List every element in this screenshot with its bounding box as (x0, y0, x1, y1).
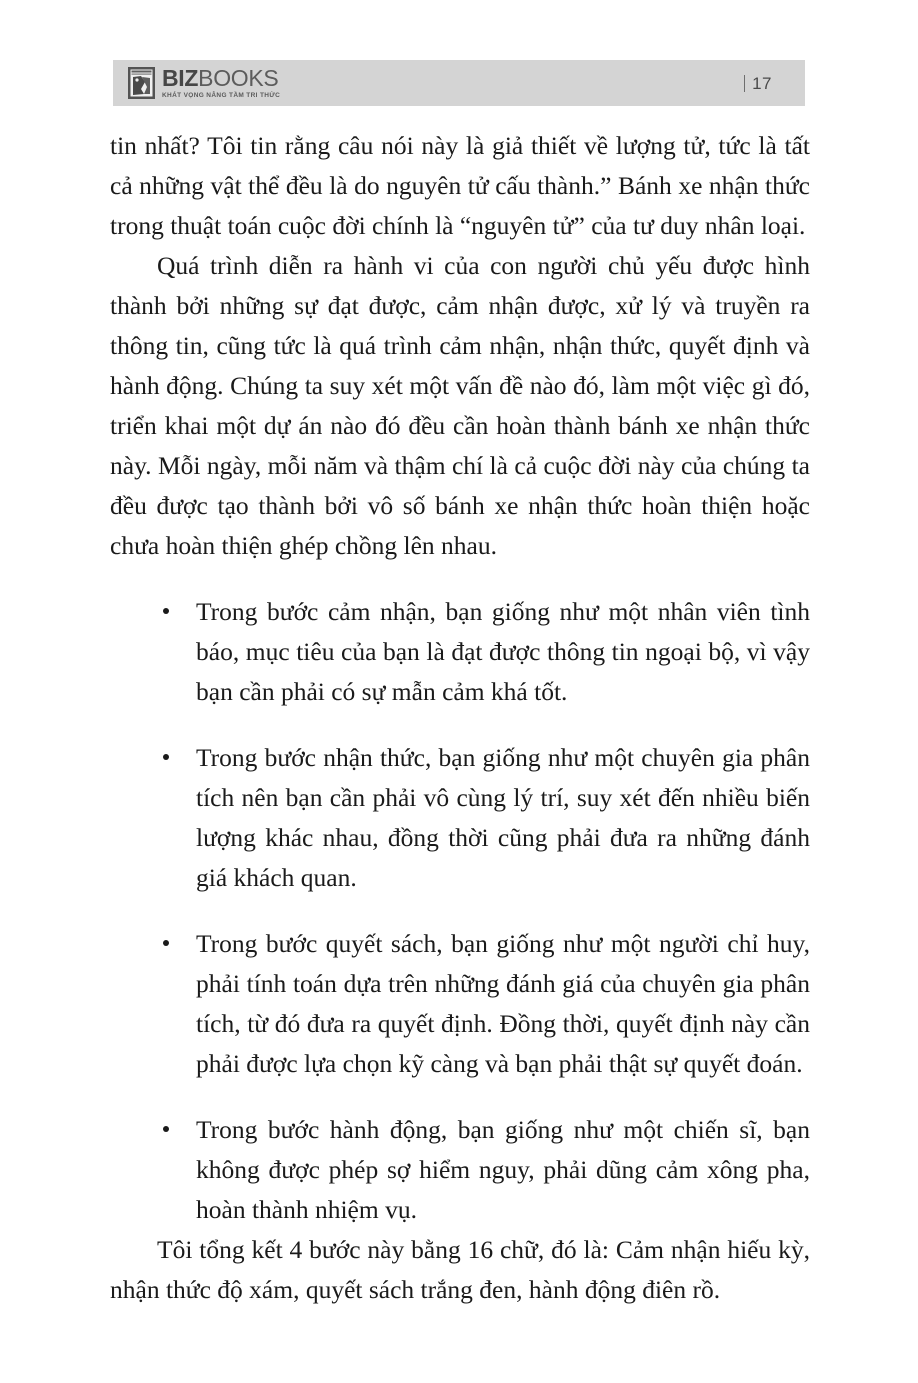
page-header-band (113, 60, 805, 106)
paragraph-1: tin nhất? Tôi tin rằng câu nói này là giả thiết về lượng tử, tức là tất cả những vật thể đều là do nguyên tử cấu thành.” Bánh xe nhận thức trong thuật toán cuộc đời chính là “nguyên tử” của tư duy nhân loại. (110, 131, 810, 240)
brand-word-books: BOOKS (198, 64, 279, 91)
page-content (110, 126, 810, 1310)
page-number-value: 17 (752, 74, 772, 93)
list-item (110, 1110, 810, 1230)
list-item (110, 592, 810, 712)
book-logo-icon (128, 67, 155, 99)
brand-tagline: KHÁT VỌNG NÂNG TẦM TRI THỨC (162, 91, 281, 99)
closing-paragraph: Tôi tổng kết 4 bước này bằng 16 chữ, đó là: Cảm nhận hiếu kỳ, nhận thức độ xám, quyết sách trắng đen, hành động điên rồ. (110, 1235, 810, 1304)
brand-word-biz: BIZ (162, 64, 199, 91)
list-item-text: Trong bước cảm nhận, bạn giống như một nhân viên tình báo, mục tiêu của bạn là đạt được thông tin ngoại bộ, vì vậy bạn cần phải có sự mẫn cảm khá tốt. (196, 597, 810, 706)
list-item-text: Trong bước hành động, bạn giống như một chiến sĩ, bạn không được phép sợ hiểm nguy, phải dũng cảm xông pha, hoàn thành nhiệm vụ. (196, 1115, 810, 1224)
bullet-dot-icon (163, 940, 169, 946)
brand-wordmark (162, 64, 280, 91)
brand-logo (128, 64, 281, 100)
brand-text-block (162, 64, 281, 100)
list-item-text: Trong bước quyết sách, bạn giống như một người chỉ huy, phải tính toán dựa trên những đánh giá của chuyên gia phân tích, từ đó đưa ra quyết định. Đồng thời, quyết định này cần phải được lựa chọn kỹ càng và bạn phải thật sự quyết đoán. (196, 929, 810, 1078)
bullet-dot-icon (163, 608, 169, 614)
page-number-separator-rule (744, 75, 746, 92)
bullet-dot-icon (163, 754, 169, 760)
list-item-text: Trong bước nhận thức, bạn giống như một chuyên gia phân tích nên bạn cần phải vô cùng lý trí, suy xét đến nhiều biến lượng khác nhau, đồng thời cũng phải đưa ra những đánh giá khách quan. (196, 743, 810, 892)
steps-bullet-list (110, 592, 810, 1230)
list-item (110, 738, 810, 898)
page-number (744, 72, 772, 94)
paragraph-2: Quá trình diễn ra hành vi của con người chủ yếu được hình thành bởi những sự đạt được, cảm nhận được, xử lý và truyền ra thông tin, cũng tức là quá trình cảm nhận, nhận thức, quyết định và hành động. Chúng ta suy xét một vấn đề nào đó, làm một việc gì đó, triển khai một dự án nào đó đều cần hoàn thành bánh xe nhận thức này. Mỗi ngày, mỗi năm và thậm chí là cả cuộc đời này của chúng ta đều được tạo thành bởi vô số bánh xe nhận thức hoàn thiện hoặc chưa hoàn thiện ghép chồng lên nhau. (110, 251, 810, 560)
list-item (110, 924, 810, 1084)
bullet-dot-icon (163, 1126, 169, 1132)
